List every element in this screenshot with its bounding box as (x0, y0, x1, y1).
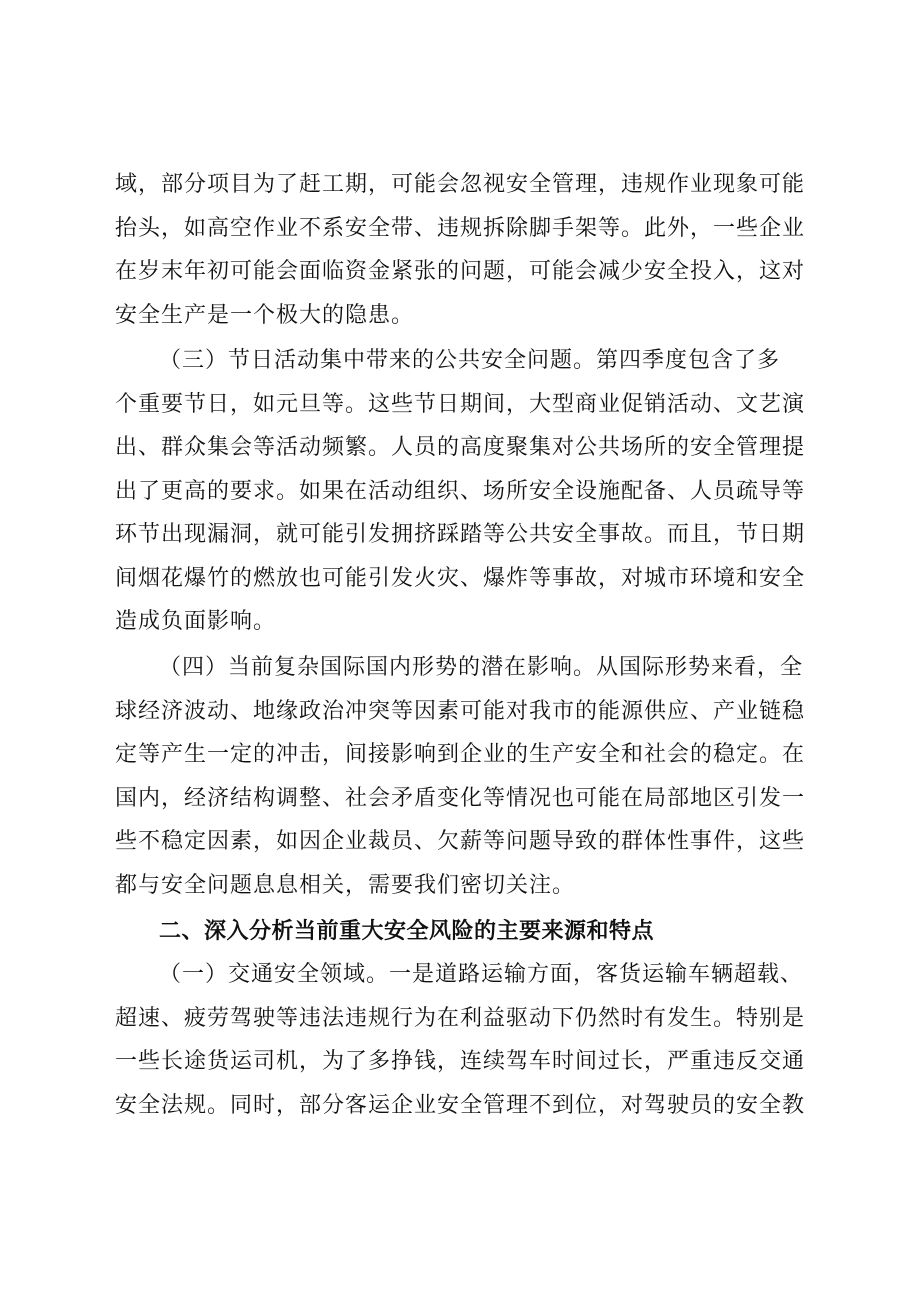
text-line: 一些长途货运司机，为了多挣钱，连续驾车时间过长，严重违反交通 (115, 1049, 806, 1074)
text-line: 间烟花爆竹的燃放也可能引发火灾、爆炸等事故，对城市环境和安全 (115, 565, 806, 591)
text-line: 些不稳定因素，如因企业裁员、欠薪等问题导致的群体性事件，这些 (115, 829, 806, 854)
text-line: 造成负面影响。 (115, 609, 277, 634)
text-line: 安全法规。同时，部分客运企业安全管理不到位，对驾驶员的安全教 (115, 1092, 806, 1118)
text-line: 个重要节日，如元旦等。这些节日期间，大型商业促销活动、文艺演 (115, 391, 806, 417)
text-line: 国内，经济结构调整、社会矛盾变化等情况也可能在局部地区引发一 (115, 785, 806, 811)
text-line: 环节出现漏洞，就可能引发拥挤踩踏等公共安全事故。而且，节日期 (115, 522, 806, 547)
paragraph-situation-impact (115, 646, 815, 907)
text-line: 都与安全问题息息相关，需要我们密切关注。 (115, 872, 576, 898)
paragraph-traffic-safety (115, 953, 815, 1127)
paragraph-risk-construction (115, 163, 815, 337)
text-line: 超速、疲劳驾驶等违法违规行为在利益驱动下仍然时有发生。特别是 (115, 1005, 806, 1031)
section-heading: 二、深入分析当前重大安全风险的主要来源和特点 (159, 919, 655, 944)
text-line: 出了更高的要求。如果在活动组织、场所安全设施配备、人员疏导等 (115, 478, 806, 504)
text-line: （三）节日活动集中带来的公共安全问题。第四季度包含了多 (159, 348, 781, 373)
text-line: 域，部分项目为了赶工期，可能会忽视安全管理，违规作业现象可能 (115, 172, 806, 197)
text-line: 安全生产是一个极大的隐患。 (115, 302, 415, 328)
text-line: （一）交通安全领域。一是道路运输方面，客货运输车辆超载、 (159, 962, 804, 987)
text-line: 在岁末年初可能会面临资金紧张的问题，可能会减少安全投入，这对 (115, 259, 806, 284)
text-line: 定等产生一定的冲击，间接影响到企业的生产安全和社会的稳定。在 (115, 742, 806, 767)
paragraph-holiday-safety (115, 339, 815, 644)
text-line: 球经济波动、地缘政治冲突等因素可能对我市的能源供应、产业链稳 (115, 698, 806, 724)
text-line: 出、群众集会等活动频繁。人员的高度聚集对公共场所的安全管理提 (115, 435, 806, 460)
text-line: 抬头，如高空作业不系安全带、违规拆除脚手架等。此外，一些企业 (115, 215, 806, 241)
text-line: （四）当前复杂国际国内形势的潜在影响。从国际形势来看，全 (159, 655, 804, 680)
